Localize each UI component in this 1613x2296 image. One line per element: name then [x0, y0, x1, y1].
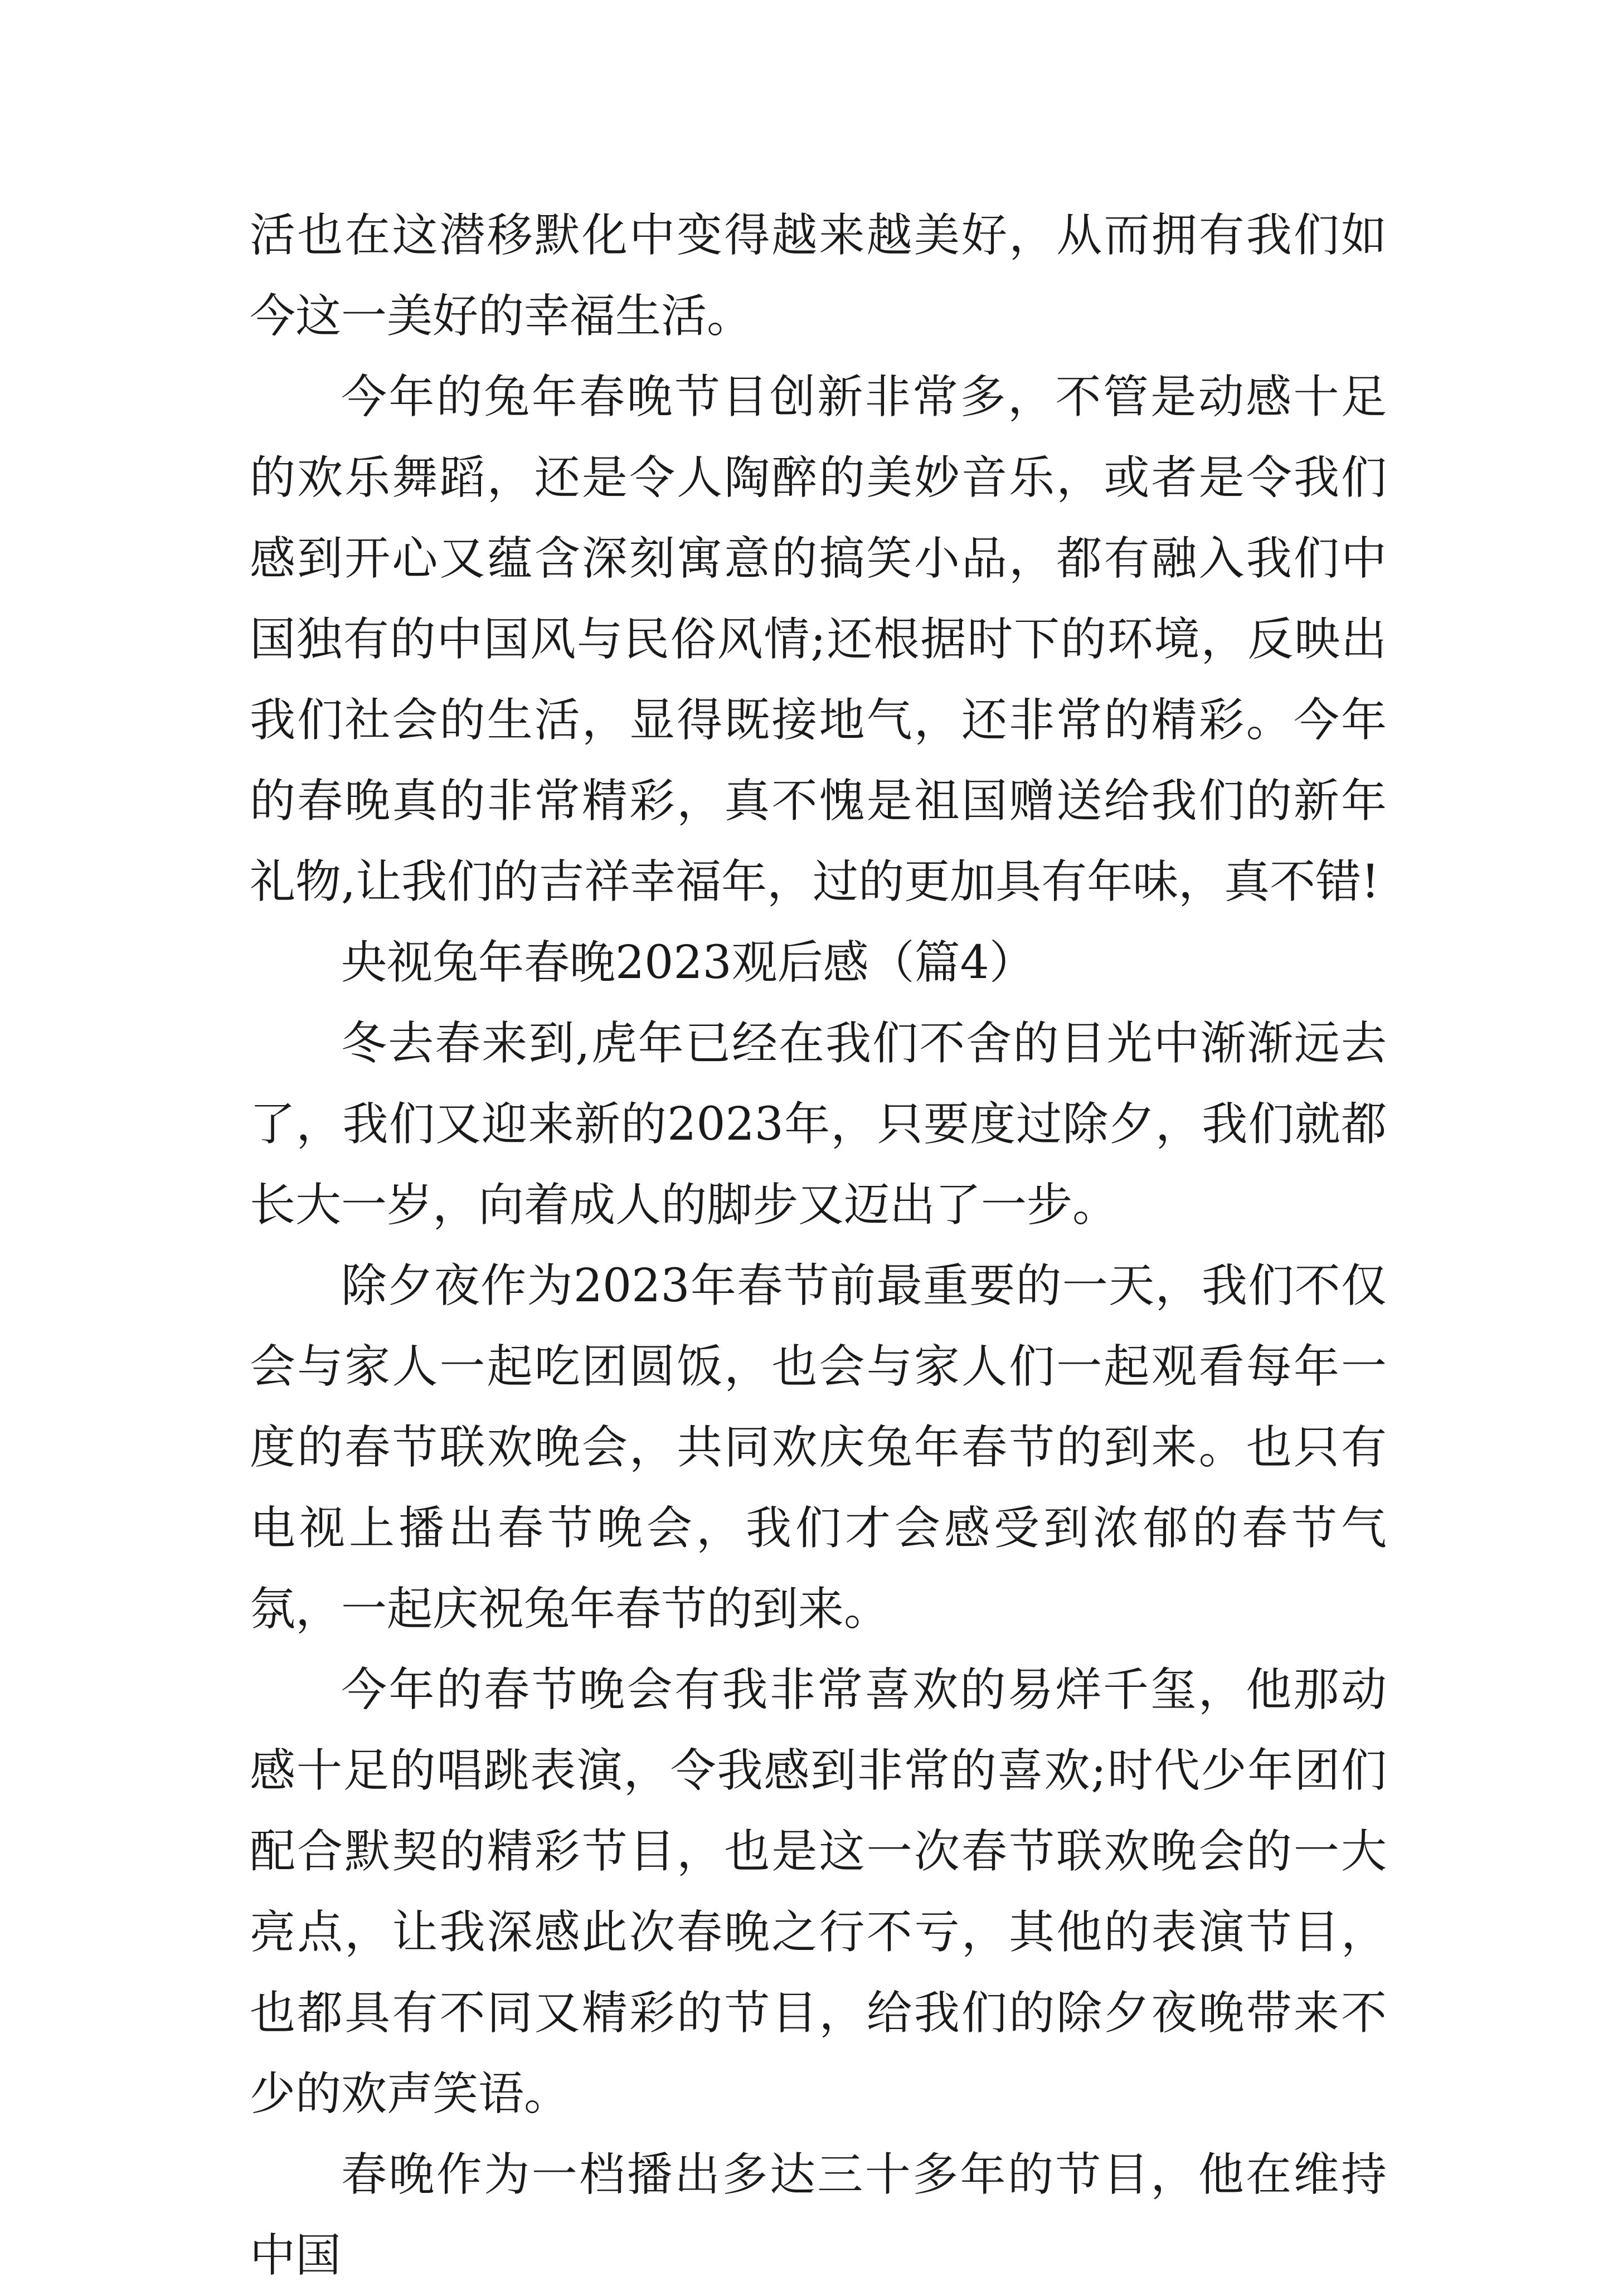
paragraph-winter-spring: 冬去春来到,虎年已经在我们不舍的目光中渐渐远去了，我们又迎来新的2023年，只要度过除夕，我们就都长大一岁，向着成人的脚步又迈出了一步。: [250, 1017, 1387, 1232]
paragraph-continued: 活也在这潜移默化中变得越来越美好，从而拥有我们如今这一美好的幸福生活。: [250, 209, 1387, 343]
paragraph-new-years-eve: 除夕夜作为2023年春节前最重要的一天，我们不仅会与家人一起吃团圆饭，也会与家人们一起观看每年一度的春节联欢晚会，共同欢庆兔年春节的到来。也只有电视上播出春节晚会，我们才会感受到浓郁的春节气氛，一起庆祝兔年春节的到来。: [250, 1259, 1387, 1636]
section-heading: 央视兔年春晚2023观后感（篇4）: [341, 936, 1035, 989]
paragraph-gala-review: 今年的兔年春晚节目创新非常多，不管是动感十足的欢乐舞蹈，还是令人陶醉的美妙音乐，或者是令我们感到开心又蕴含深刻寓意的搞笑小品，都有融入我们中国独有的中国风与民俗风情;还根据时下的环境，反映出我们社会的生活，显得既接地气，还非常的精彩。今年的春晚真的非常精彩，真不愧是祖国赠送给我们的新年礼物,让我们的吉祥幸福年，过的更加具有年味，真不错!: [250, 371, 1387, 908]
document-body: [250, 195, 1387, 2296]
paragraph-gala-history: 春晚作为一档播出多达三十多年的节目，他在维持中国: [250, 2148, 1387, 2282]
paragraph-performers: 今年的春节晚会有我非常喜欢的易烊千玺，他那动感十足的唱跳表演，令我感到非常的喜欢;时代少年团们配合默契的精彩节目，也是这一次春节联欢晚会的一大亮点，让我深感此次春晚之行不亏，其他的表演节目，也都具有不同又精彩的节目，给我们的除夕夜晚带来不少的欢声笑语。: [250, 1663, 1387, 2120]
